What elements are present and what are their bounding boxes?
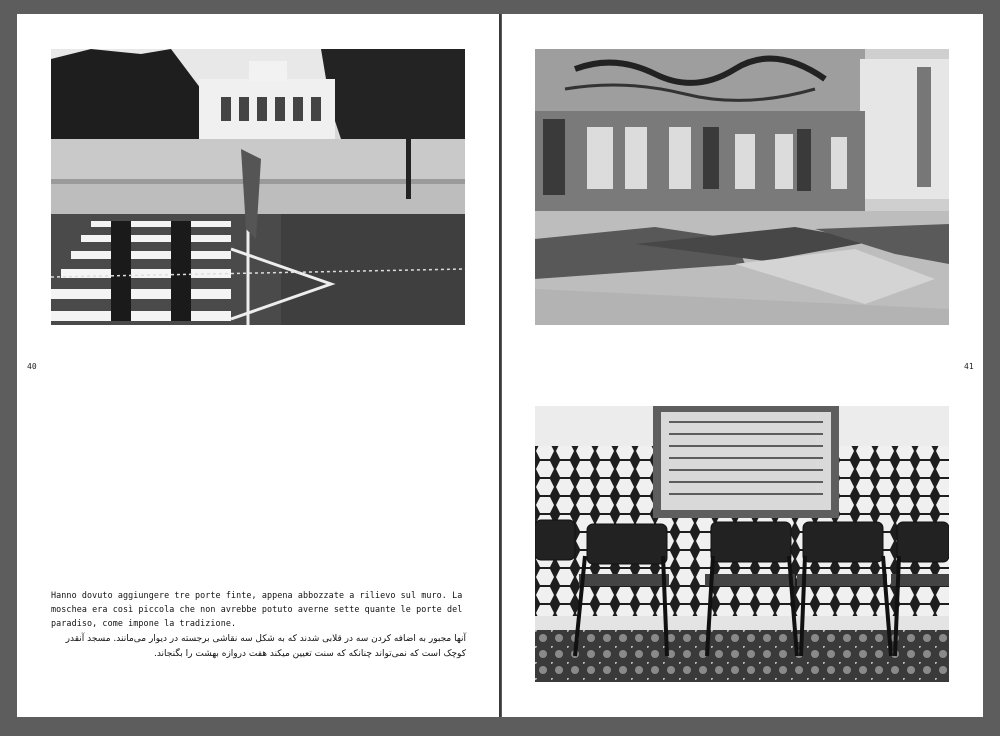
caption-italian: Hanno dovuto aggiungere tre porte finte, appena abbozzate a rilievo sul muro. La moschea era così piccola che non avrebbe potuto averne sette quante le porte del paradiso, come impone la tradizione. [51,590,463,628]
page-number-right: 41 [964,362,974,371]
street-photo [51,49,465,325]
left-page [17,14,500,717]
book-spine [499,14,501,717]
mosque-courtyard-photo [535,49,949,325]
caption-persian: آنها مجبور به اضافه کردن سه در قلابی شدند که به شکل سه نقاشی برجسته در دیوار می‌مانند. مسجد آنقدر کوچک است که نمی‌تواند چنانکه که سنت تعیین میکند هفت دروازه بهشت را بگنجاند. [65,634,466,659]
chairs-tiles-photo [535,406,949,682]
page-number-left: 40 [27,362,37,371]
right-page [502,14,983,717]
